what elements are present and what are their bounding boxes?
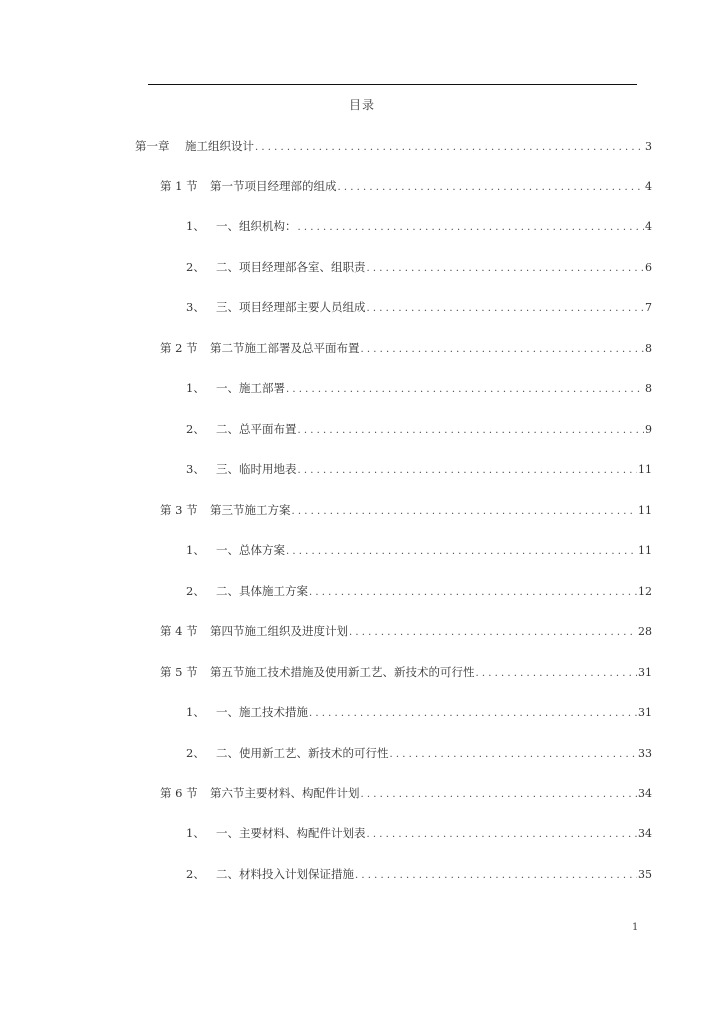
toc-entry[interactable] bbox=[186, 259, 652, 275]
dot-leader bbox=[292, 504, 638, 520]
toc-entry-label: 第四节施工组织及进度计划 bbox=[210, 624, 348, 638]
toc-entry-number: 1、 bbox=[186, 219, 205, 233]
dot-leader bbox=[309, 585, 637, 601]
toc-entry-number: 2、 bbox=[186, 260, 205, 274]
toc-entry-label: 第三节施工方案 bbox=[210, 503, 291, 517]
dot-leader bbox=[255, 140, 644, 156]
toc-entry-number: 第 3 节 bbox=[160, 503, 198, 517]
toc-entry-label: 二、具体施工方案 bbox=[216, 584, 308, 598]
toc-entry-label: 三、临时用地表 bbox=[216, 462, 297, 476]
toc-entry-label: 三、项目经理部主要人员组成 bbox=[216, 300, 366, 314]
toc-entry[interactable] bbox=[186, 704, 652, 720]
toc-entry-page: 4 bbox=[645, 220, 652, 233]
toc-entry-label: 第六节主要材料、构配件计划 bbox=[210, 786, 360, 800]
toc-entry[interactable] bbox=[186, 380, 652, 396]
toc-entry[interactable] bbox=[160, 502, 652, 518]
toc-entry-label: 一、组织机构： bbox=[216, 219, 297, 233]
toc-entry[interactable] bbox=[186, 542, 652, 558]
toc-entry-label: 第五节施工技术措施及使用新工艺、新技术的可行性 bbox=[210, 665, 475, 679]
toc-entry-number: 1、 bbox=[186, 543, 205, 557]
toc-title: 目录 bbox=[348, 98, 375, 112]
toc-entry[interactable] bbox=[186, 866, 652, 882]
toc-entry[interactable] bbox=[160, 178, 652, 194]
toc-entry[interactable] bbox=[186, 299, 652, 315]
toc-entry-number: 2、 bbox=[186, 422, 205, 436]
toc-entry-number: 3、 bbox=[186, 462, 205, 476]
toc-entry-number: 2、 bbox=[186, 867, 205, 881]
toc-entry[interactable] bbox=[186, 461, 652, 477]
toc-entry-page: 11 bbox=[638, 504, 652, 517]
toc-entry-number: 第 2 节 bbox=[160, 341, 198, 355]
toc-entry-label: 第一节项目经理部的组成 bbox=[210, 179, 337, 193]
toc-entry-page: 35 bbox=[638, 868, 652, 881]
toc-entry-page: 8 bbox=[645, 342, 652, 355]
dot-leader bbox=[355, 868, 637, 884]
toc-entry-page: 33 bbox=[638, 747, 652, 760]
toc-entry[interactable] bbox=[160, 623, 652, 639]
toc-entry-number: 2、 bbox=[186, 746, 205, 760]
dot-leader bbox=[367, 827, 638, 843]
toc-entry-number: 第 1 节 bbox=[160, 179, 198, 193]
toc-entry-number: 第 5 节 bbox=[160, 665, 198, 679]
toc-entry-label: 一、施工部署 bbox=[216, 381, 285, 395]
dot-leader bbox=[309, 706, 637, 722]
toc-entry-page: 8 bbox=[645, 382, 652, 395]
toc-entry-page: 31 bbox=[638, 706, 652, 719]
dot-leader bbox=[361, 342, 645, 358]
toc-entry-label: 一、施工技术措施 bbox=[216, 705, 308, 719]
toc-entry-label: 一、总体方案 bbox=[216, 543, 285, 557]
toc-entry[interactable] bbox=[186, 745, 652, 761]
toc-entry[interactable] bbox=[186, 583, 652, 599]
dot-leader bbox=[367, 301, 645, 317]
dot-leader bbox=[298, 423, 645, 439]
dot-leader bbox=[361, 787, 638, 803]
toc-entry-label: 二、总平面布置 bbox=[216, 422, 297, 436]
toc-entry-label: 二、项目经理部各室、组职责 bbox=[216, 260, 366, 274]
toc-entry-number: 3、 bbox=[186, 300, 205, 314]
toc-entry[interactable] bbox=[186, 421, 652, 437]
toc-entry-page: 3 bbox=[645, 140, 652, 153]
toc-entry[interactable] bbox=[186, 218, 652, 234]
toc-entry-number: 2、 bbox=[186, 584, 205, 598]
toc-entry-label: 一、主要材料、构配件计划表 bbox=[216, 826, 366, 840]
dot-leader bbox=[476, 666, 638, 682]
toc-entry-page: 6 bbox=[645, 261, 652, 274]
toc-entry-page: 11 bbox=[638, 463, 652, 476]
toc-entry-number: 第 6 节 bbox=[160, 786, 198, 800]
toc-entry-page: 28 bbox=[638, 625, 652, 638]
toc-entry[interactable] bbox=[186, 825, 652, 841]
toc-entry-page: 34 bbox=[638, 787, 652, 800]
toc-entry-page: 4 bbox=[645, 180, 652, 193]
toc-entry-page: 31 bbox=[638, 666, 652, 679]
dot-leader bbox=[367, 261, 645, 277]
dot-leader bbox=[349, 625, 637, 641]
toc-entry-number: 1、 bbox=[186, 705, 205, 719]
toc-entry-number: 第一章 bbox=[135, 139, 170, 153]
toc-entry-label: 二、材料投入计划保证措施 bbox=[216, 867, 354, 881]
toc-entry-page: 7 bbox=[645, 301, 652, 314]
toc-entry[interactable] bbox=[160, 664, 652, 680]
toc-entry-number: 1、 bbox=[186, 826, 205, 840]
page-number: 1 bbox=[632, 922, 639, 933]
toc-entry-number: 第 4 节 bbox=[160, 624, 198, 638]
dot-leader bbox=[286, 382, 644, 398]
toc-entry[interactable] bbox=[135, 138, 652, 154]
toc-entry[interactable] bbox=[160, 785, 652, 801]
toc-entry-page: 9 bbox=[645, 423, 652, 436]
header-rule bbox=[148, 84, 637, 85]
toc-entry-page: 12 bbox=[638, 585, 652, 598]
dot-leader bbox=[298, 220, 645, 236]
toc-entry-label: 第二节施工部署及总平面布置 bbox=[210, 341, 360, 355]
dot-leader bbox=[338, 180, 645, 196]
dot-leader bbox=[298, 463, 638, 479]
toc-entry-label: 二、使用新工艺、新技术的可行性 bbox=[216, 746, 389, 760]
dot-leader bbox=[286, 544, 637, 560]
dot-leader bbox=[390, 747, 638, 763]
toc-entry-page: 34 bbox=[638, 827, 652, 840]
toc-entry-number: 1、 bbox=[186, 381, 205, 395]
toc-entry-page: 11 bbox=[638, 544, 652, 557]
toc-entry-label: 施工组织设计 bbox=[185, 139, 254, 153]
toc-entry[interactable] bbox=[160, 340, 652, 356]
